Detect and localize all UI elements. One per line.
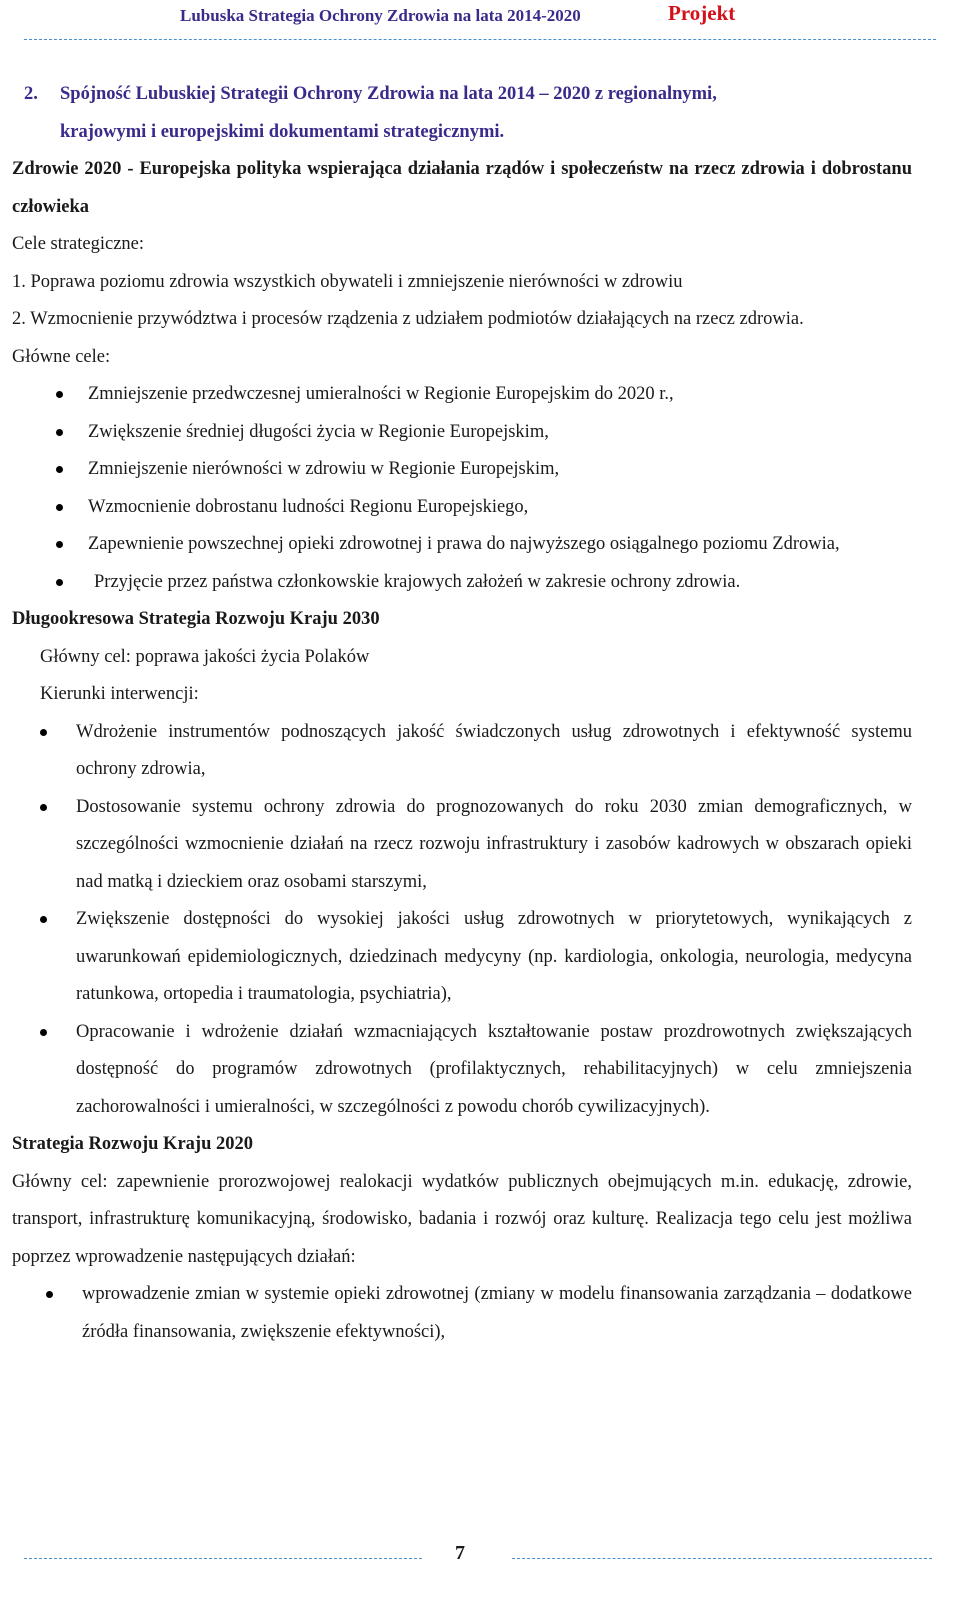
- directions-label: Kierunki interwencji:: [40, 684, 199, 704]
- header-title: Lubuska Strategia Ochrony Zdrowia na lata 2014-2020: [180, 6, 581, 25]
- zdrowie2020-heading: Zdrowie 2020 - Europejska polityka wspierająca działania rządów i społeczeństw na rzecz zdrowia i dobrostanu człowieka: [12, 159, 912, 217]
- list-item: Zwiększenie dostępności do wysokiej jakości usług zdrowotnych w priorytetowych, wynikających z uwarunkowań epidemiologicznych, dziedzinach medycyny (np. kardiologia, onkologia, neurologia, medycyna ratunkowa, ortopedia i traumatologia, psychiatria),: [12, 901, 912, 1014]
- goals-label: Cele strategiczne:: [12, 234, 145, 254]
- section-title-line2: krajowymi i europejskimi dokumentami strategicznymi.: [60, 121, 505, 142]
- footer-divider-left: [24, 1558, 422, 1559]
- section-title: [12, 76, 912, 151]
- main-goals-label: Główne cele:: [12, 346, 111, 367]
- goal-item: 1. Poprawa poziomu zdrowia wszystkich obywateli i zmniejszenie nierówności w zdrowiu: [12, 271, 683, 292]
- section-title-text: Spójność Lubuskiej Strategii Ochrony Zdrowia na lata 2014 – 2020 z regionalnymi,: [60, 84, 717, 104]
- page-header: [0, 0, 960, 40]
- main-goals-list: [12, 376, 912, 601]
- list-item: Przyjęcie przez państwa członkowskie krajowych założeń w zakresie ochrony zdrowia.: [12, 564, 912, 602]
- page-number: 7: [455, 1542, 465, 1564]
- actions-list: [12, 1276, 912, 1351]
- footer-divider-right: [512, 1558, 932, 1559]
- list-item: wprowadzenie zmian w systemie opieki zdrowotnej (zmiany w modelu finansowania zarządzania – dodatkowe źródła finansowania, zwiększenie efektywności),: [12, 1276, 912, 1351]
- list-item: Zmniejszenie przedwczesnej umieralności w Regionie Europejskim do 2020 r.,: [12, 376, 912, 414]
- list-item: Dostosowanie systemu ochrony zdrowia do prognozowanych do roku 2030 zmian demograficznych, w szczególności wzmocnienie działań na rzecz rozwoju infrastruktury i zasobów kadrowych w obszarach opieki nad matką i dzieckiem oraz osobami starszymi,: [12, 789, 912, 902]
- goal-item: 2. Wzmocnienie przywództwa i procesów rządzenia z udziałem podmiotów działających na rzecz zdrowia.: [12, 309, 804, 329]
- list-item: Wzmocnienie dobrostanu ludności Regionu Europejskiego,: [12, 489, 912, 527]
- main-goal: Główny cel: poprawa jakości życia Polaków: [40, 646, 370, 667]
- section-title-line1: [24, 76, 912, 114]
- list-item: Zmniejszenie nierówności w zdrowiu w Regionie Europejskim,: [12, 451, 912, 489]
- list-item: Zapewnienie powszechnej opieki zdrowotnej i prawa do najwyższego osiągalnego poziomu Zdrowia,: [12, 526, 912, 564]
- page-content: [12, 76, 912, 1351]
- status-label: Projekt: [668, 1, 736, 25]
- section-number: 2.: [24, 84, 38, 104]
- list-item: Opracowanie i wdrożenie działań wzmacniających kształtowanie postaw prozdrowotnych zwiększających dostępność do programów zdrowotnych (profilaktycznych, rehabilitacyjnych) w celu zmniejszenia zachorowalności i umieralności, w szczególności z powodu chorób cywilizacyjnych).: [12, 1014, 912, 1127]
- page-footer: [0, 1540, 960, 1600]
- header-divider: [24, 39, 936, 40]
- dsrk2030-heading: Długookresowa Strategia Rozwoju Kraju 2030: [12, 609, 380, 629]
- srk2020-heading: Strategia Rozwoju Kraju 2020: [12, 1134, 253, 1154]
- srk2020-paragraph: Główny cel: zapewnienie prorozwojowej realokacji wydatków publicznych obejmujących m.in. edukację, zdrowie, transport, infrastrukturę komunikacyjną, środowisko, badania i rozwój oraz kulturę. Realizacja tego celu jest możliwa poprzez wprowadzenie następujących działań:: [12, 1171, 912, 1267]
- list-item: Wdrożenie instrumentów podnoszących jakość świadczonych usług zdrowotnych i efektywność systemu ochrony zdrowia,: [12, 714, 912, 789]
- list-item: Zwiększenie średniej długości życia w Regionie Europejskim,: [12, 414, 912, 452]
- directions-list: [12, 714, 912, 1127]
